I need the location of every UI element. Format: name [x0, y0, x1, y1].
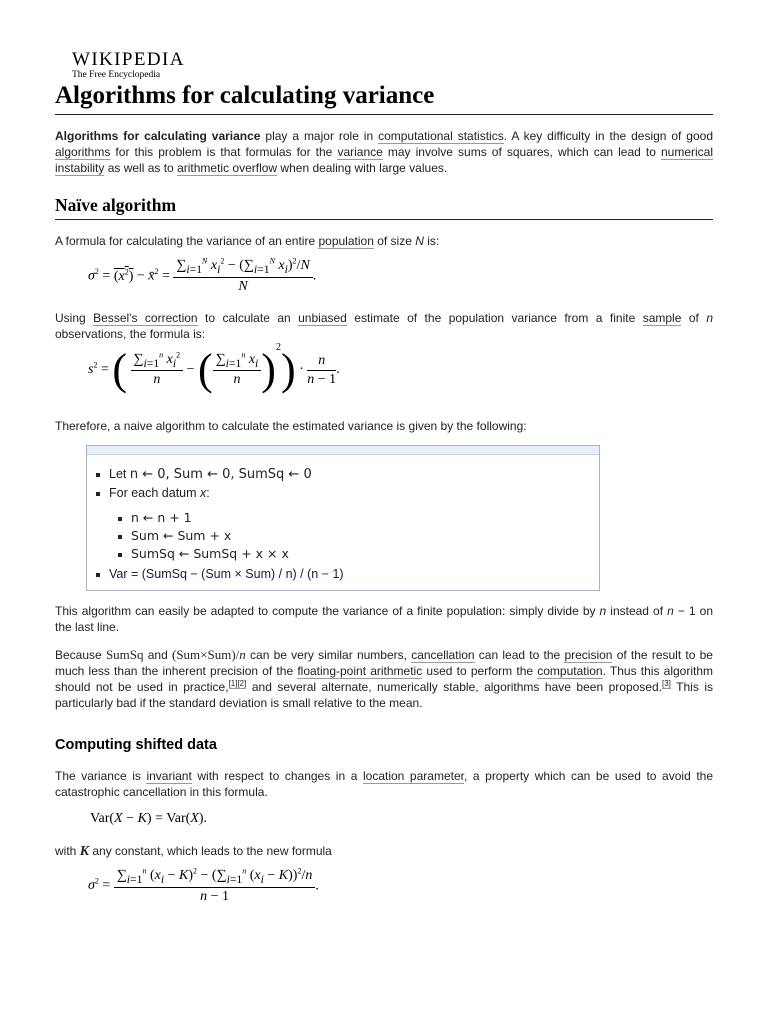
text: and several alternate, numerically stable, algorithms have been proposed. [246, 680, 662, 694]
math-sumsum: (Sum×Sum)/ [172, 647, 240, 662]
math-var: K [79, 844, 90, 859]
text: Using [55, 311, 94, 325]
formula-sample-variance: $s^2$ = ( $\frac{\sum_{i=1}^n x_i^2}{n}$ − ( $\frac{\sum_{i=1}^n x_i}{n}$ )$^2$) · $\frac{n}{n - 1}$ . [88, 342, 340, 394]
math-sumsq: SumSq [105, 647, 144, 662]
text: to calculate an [197, 311, 299, 325]
code: n ← 0, Sum ← 0, SumSq ← 0 [129, 467, 312, 482]
text: A formula for calculating the variance of an entire [55, 234, 319, 248]
text: . A key difficulty in the design of good [503, 129, 714, 143]
text: can be very similar numbers, [245, 648, 412, 662]
link-sample[interactable]: sample [642, 311, 682, 325]
text: of the result to be much less than the inherent precision of the [55, 648, 713, 678]
link-location-parameter[interactable]: location parameter [362, 769, 464, 783]
math-var: n [706, 311, 713, 325]
pseudocode-step-sumsq: SumSq ← SumSq + x × x [115, 545, 289, 563]
link-unbiased[interactable]: unbiased [298, 311, 347, 325]
text: and [143, 648, 172, 662]
intro-bold-term: Algorithms for calculating variance [55, 129, 261, 143]
pseudocode-line-var: Var = (SumSq − (Sum × Sum) / n) / (n − 1) [93, 565, 344, 583]
math-var: n [667, 604, 674, 618]
section-heading-naive: Naïve algorithm [55, 194, 713, 220]
naive-paragraph-2 [55, 310, 713, 342]
shifted-paragraph-2 [55, 843, 713, 860]
text: . Thus this algorithm should not be used in practice, [55, 664, 713, 694]
link-precision[interactable]: precision [564, 648, 613, 662]
text: , a property which can be used to avoid the catastrophic cancellation in this formula. [55, 769, 714, 799]
section-heading-shifted: Computing shifted data [55, 737, 217, 753]
link-invariant[interactable]: invariant [146, 769, 192, 783]
formula-population-variance: $\sigma^2 = (x^2)$ − x̄$^2$ = $\frac{\sum_{i=1}^N x_i^2 - (\sum_{i=1}^N x_i)^2/N}{N}$ . [88, 256, 317, 294]
text: is: [423, 234, 440, 248]
naive-paragraph-3: Therefore, a naive algorithm to calculate the estimated variance is given by the following: [55, 419, 527, 433]
text: observations, the formula is: [55, 327, 206, 341]
page-title: Algorithms for calculating variance [55, 80, 713, 115]
pseudocode-step-n: n ← n + 1 [115, 509, 289, 527]
text: play a major role in [260, 129, 379, 143]
text: with [55, 844, 80, 858]
text: Because [55, 648, 106, 662]
text: This algorithm can easily be adapted to compute the variance of a finite population: simply divide by [55, 604, 600, 618]
text: Let [109, 467, 130, 481]
pseudocode-line-loop [93, 484, 312, 502]
wikipedia-wordmark: WIKIPEDIA [72, 49, 185, 70]
text: any constant, which leads to the new formula [89, 844, 332, 858]
text: when dealing with large values. [277, 161, 448, 175]
link-cancellation[interactable]: cancellation [411, 648, 475, 662]
shifted-paragraph-1 [55, 768, 713, 800]
wikipedia-tagline: The Free Encyclopedia [72, 70, 161, 80]
math-var: x [200, 486, 207, 500]
link-algorithms[interactable]: algorithms [55, 145, 111, 159]
text: used to perform the [422, 664, 538, 678]
pseudocode-box [86, 445, 600, 591]
text: instead of [606, 604, 668, 618]
text: of [681, 311, 707, 325]
text: estimate of the population variance from a finite [346, 311, 643, 325]
wikipedia-logo[interactable] [72, 50, 185, 81]
link-variance[interactable]: variance [337, 145, 383, 159]
math-var: N [415, 234, 424, 248]
naive-paragraph-1 [55, 233, 713, 249]
link-computation[interactable]: computation [537, 664, 603, 678]
link-computational-statistics[interactable]: computational statistics [378, 129, 504, 143]
link-population[interactable]: population [318, 234, 374, 248]
math-var: n [599, 604, 607, 618]
intro-paragraph [55, 128, 713, 176]
text: may involve sums of squares, which can lead to [382, 145, 661, 159]
formula-shift-invariance: Var(X − K) = Var(X). [90, 811, 208, 826]
formula-shifted-variance: $\sigma^2$ = $\frac{\sum_{i=1}^n (x_i - K)^2 - (\sum_{i=1}^n (x_i - K))^2/n}{n - 1}$ . [88, 866, 319, 904]
link-bessels-correction[interactable]: Bessel's correction [93, 311, 198, 325]
reference-3[interactable]: [3] [662, 679, 671, 688]
text: This is particularly bad if the standard deviation is small relative to the mean. [55, 680, 714, 710]
pseudocode-list [93, 465, 312, 502]
pseudocode-sublist [115, 509, 289, 563]
text: of size [373, 234, 416, 248]
link-floating-point-arithmetic[interactable]: floating-point arithmetic [297, 664, 423, 678]
link-numerical-instability[interactable]: numerical instability [55, 145, 714, 175]
pseudocode-step-sum: Sum ← Sum + x [115, 527, 289, 545]
text: as well as to [104, 161, 178, 175]
text: − 1 on the last line. [55, 604, 713, 634]
naive-paragraph-5 [55, 647, 713, 711]
math-var: n [239, 647, 246, 662]
text: can lead to the [474, 648, 565, 662]
naive-paragraph-4 [55, 603, 713, 635]
pseudocode-line-init [93, 465, 312, 484]
link-arithmetic-overflow[interactable]: arithmetic overflow [177, 161, 278, 175]
text: for this problem is that formulas for the [110, 145, 338, 159]
text: : [206, 486, 210, 500]
text: The variance is [55, 769, 147, 783]
reference-1-2[interactable]: [1][2] [228, 679, 247, 688]
text: with respect to changes in a [191, 769, 363, 783]
pseudocode-list-end [93, 565, 344, 583]
text: For each datum [109, 486, 201, 500]
pseudocode-box-header [87, 446, 599, 455]
